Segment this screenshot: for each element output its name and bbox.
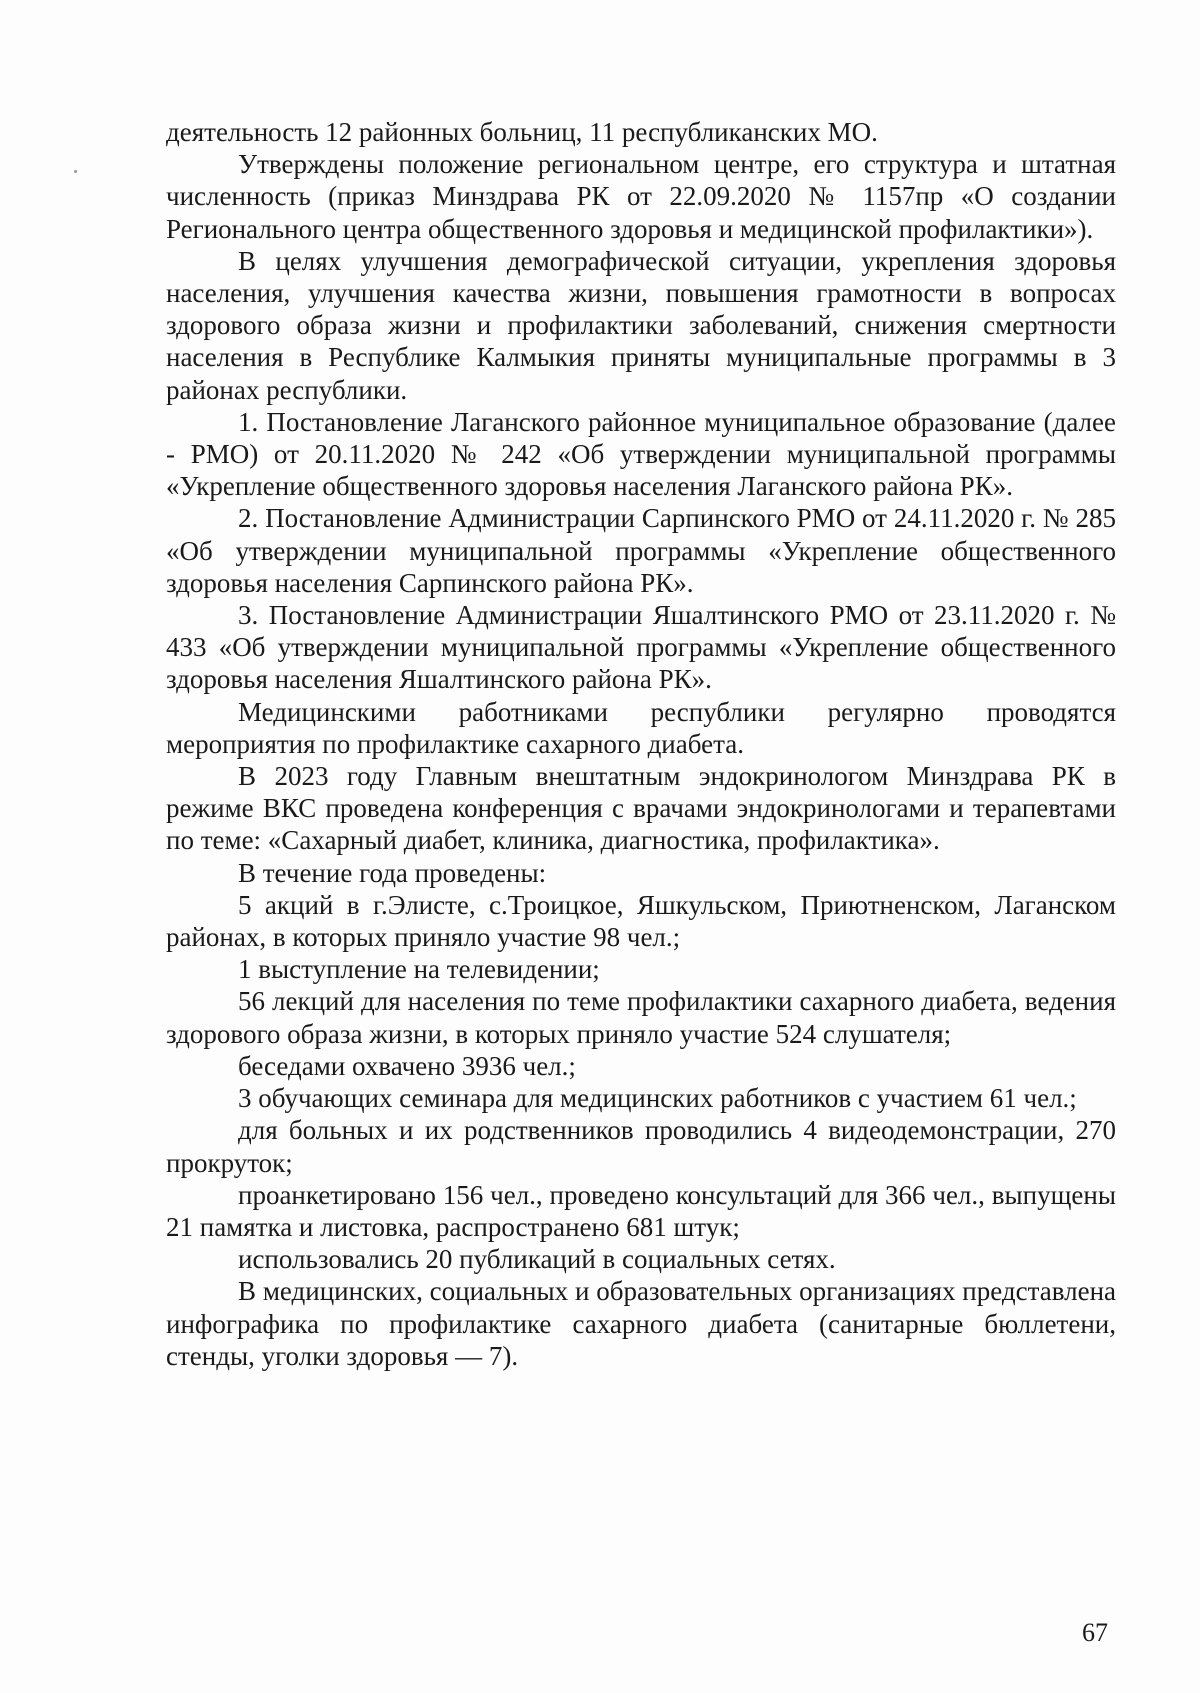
scan-speck [74,170,77,173]
paragraph-diabetes-prevention: Медицинскими работниками республики регулярно проводятся мероприятия по профилактике сахарного диабета. [166,696,1116,759]
list-item-television: 1 выступление на телевидении; [238,954,600,985]
list-item-social-media: использовались 20 публикаций в социальных сетях. [238,1244,836,1275]
list-item-conversations: беседами охвачено 3936 чел.; [238,1050,576,1081]
list-item-video-demonstrations: для больных и их родственников проводились 4 видеодемонстрации, 270 прокруток; [166,1115,1116,1178]
paragraph-yashalta-resolution: 3. Постановление Администрации Яшалтинского РМО от 23.11.2020 г. № 433 «Об утверждении муниципальной программы «Укрепление общественного здоровья населения Яшалтинского района РК». [166,600,1116,695]
paragraph-conference: В 2023 году Главным внештатным эндокринологом Минздрава РК в режиме ВКС проведена конференция с врачами эндокринологами и терапевтами по теме: «Сахарный диабет, клиника, диагностика, профилактика». [166,761,1116,856]
paragraph-municipal-programs: В целях улучшения демографической ситуации, укрепления здоровья населения, улучшения качества жизни, повышения грамотности в вопросах здорового образа жизни и профилактики заболеваний, снижения смертности населения в Республике Калмыкия приняты муниципальные программы в 3 районах республики. [166,245,1116,405]
paragraph-regional-center-order: Утверждены положение региональном центре, его структура и штатная численность (приказ Минздрава РК от 22.09.2020 № 1157пр «О создании Регионального центра общественного здоровья и медицинской профилактики»). [166,149,1116,244]
paragraph-year-activities-heading: В течение года проведены: [238,857,547,888]
paragraph-continuation: деятельность 12 районных больниц, 11 республиканских МО. [166,117,878,147]
list-item-lectures: 56 лекций для населения по теме профилактики сахарного диабета, ведения здорового образа жизни, в которых приняло участие 524 слушателя; [166,986,1116,1049]
paragraph-sarpa-resolution: 2. Постановление Администрации Сарпинского РМО от 24.11.2020 г. № 285 «Об утверждении муниципальной программы «Укрепление общественного здоровья населения Сарпинского района РК». [166,503,1116,598]
document-body [166,116,1116,1372]
page-number: 67 [1082,1618,1108,1647]
paragraph-lagan-resolution: 1. Постановление Лаганского районное муниципальное образование (далее - РМО) от 20.11.2020 № 242 «Об утверждении муниципальной программы «Укрепление общественного здоровья населения Лаганского района РК». [166,406,1116,502]
list-item-seminars: 3 обучающих семинара для медицинских работников с участием 61 чел.; [238,1083,1077,1114]
list-item-actions: 5 акций в г.Элисте, с.Троицкое, Яшкульском, Приютненском, Лаганском районах, в которых приняло участие 98 чел.; [166,889,1116,953]
list-item-surveys: проанкетировано 156 чел., проведено консультаций для 366 чел., выпущены 21 памятка и листовка, распространено 681 штук; [166,1179,1116,1242]
paragraph-infographics: В медицинских, социальных и образовательных организациях представлена инфографика по профилактике сахарного диабета (санитарные бюллетени, стенды, уголки здоровья — 7). [166,1276,1116,1371]
